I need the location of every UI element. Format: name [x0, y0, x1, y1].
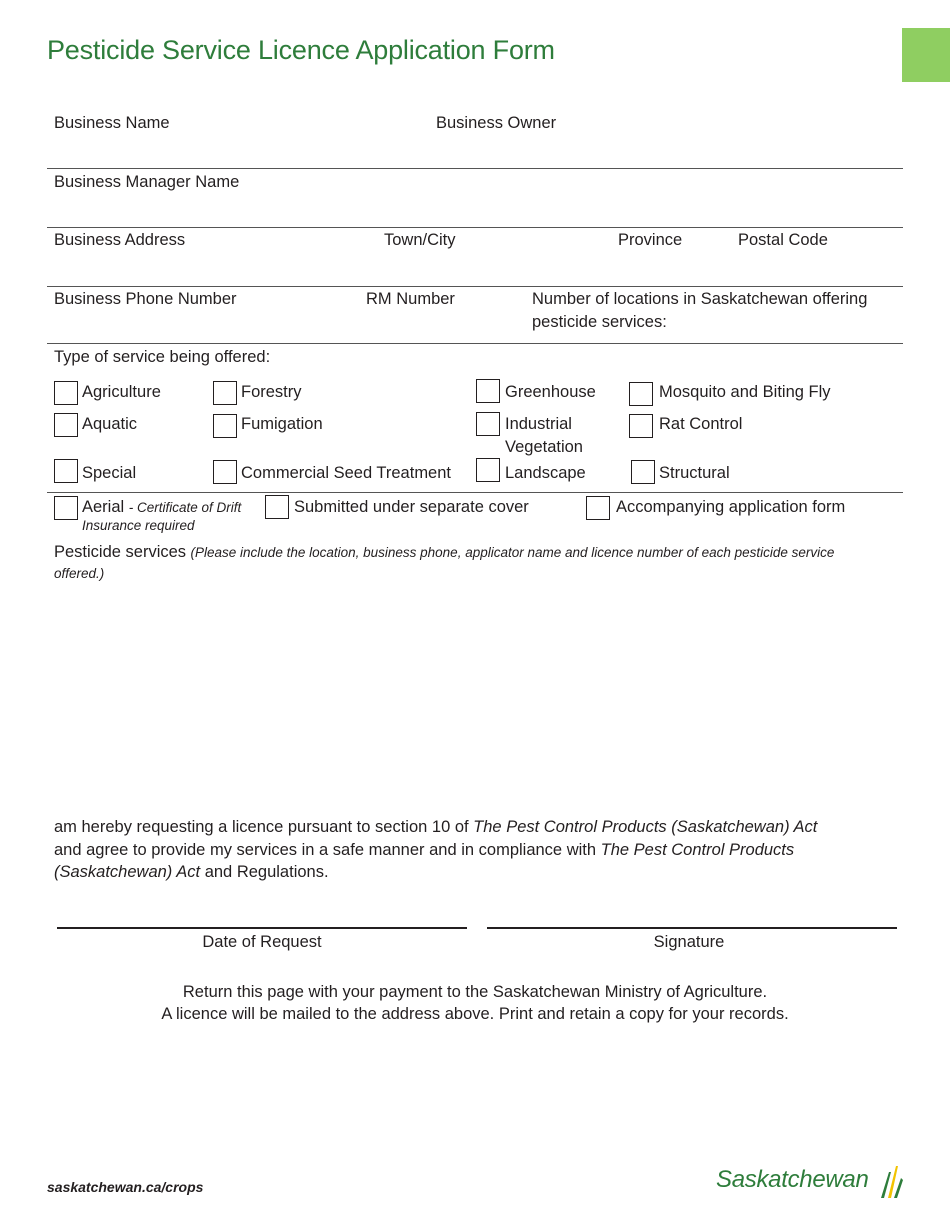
declaration-text-1: am hereby requesting a licence pursuant to section 10 of — [54, 818, 474, 836]
seed-treatment-label: Commercial Seed Treatment — [241, 464, 451, 482]
footer-url: saskatchewan.ca/crops — [47, 1179, 204, 1195]
accompanying-form-checkbox[interactable] — [586, 496, 610, 520]
instructions-line1: Return this page with your payment to the Saskatchewan Ministry of Agriculture. — [182, 983, 768, 1001]
aerial-label-text: Aerial — [82, 498, 125, 516]
pesticide-services-block — [54, 541, 874, 564]
divider — [47, 492, 903, 493]
mosquito-checkbox[interactable] — [629, 382, 653, 406]
landscape-label: Landscape — [505, 464, 586, 482]
agriculture-label: Agriculture — [82, 383, 161, 401]
submitted-separate-checkbox[interactable] — [265, 495, 289, 519]
business-owner-label: Business Owner — [436, 114, 557, 132]
aerial-checkbox[interactable] — [54, 496, 78, 520]
divider — [47, 227, 903, 228]
aquatic-checkbox[interactable] — [54, 413, 78, 437]
divider — [47, 286, 903, 287]
accompanying-form-label: Accompanying application form — [616, 498, 846, 516]
date-of-request-label: Date of Request — [202, 933, 322, 951]
divider — [47, 343, 903, 344]
decorative-green-tab — [902, 28, 950, 82]
act-title-2b: (Saskatchewan) Act — [54, 863, 201, 881]
date-of-request-line[interactable] — [57, 927, 467, 929]
aerial-note-line2: Insurance required — [82, 518, 195, 533]
special-label: Special — [82, 464, 137, 482]
locations-label-line1: Number of locations in Saskatchewan offering — [532, 290, 868, 308]
fumigation-label: Fumigation — [241, 415, 323, 433]
business-phone-label: Business Phone Number — [54, 290, 237, 308]
industrial-label-line2: Vegetation — [505, 438, 583, 456]
province-label: Province — [618, 231, 683, 249]
declaration-text-3: and Regulations. — [200, 863, 329, 881]
locations-label-line2: pesticide services: — [532, 313, 667, 331]
aerial-note-line1: - Certificate of Drift — [128, 500, 242, 515]
forestry-label: Forestry — [241, 383, 302, 401]
special-checkbox[interactable] — [54, 459, 78, 483]
act-title-1: The Pest Control Products (Saskatchewan) Act — [473, 818, 818, 836]
business-manager-label: Business Manager Name — [54, 173, 240, 191]
act-title-2a: The Pest Control Products — [600, 840, 795, 859]
rat-control-label: Rat Control — [659, 415, 743, 433]
pesticide-services-note-line2: offered.) — [54, 566, 105, 581]
town-city-label: Town/City — [384, 231, 456, 249]
signature-line[interactable] — [487, 927, 897, 929]
pesticide-services-entry-area[interactable] — [47, 590, 903, 800]
landscape-checkbox[interactable] — [476, 458, 500, 482]
structural-checkbox[interactable] — [631, 460, 655, 484]
rm-number-label: RM Number — [366, 290, 455, 308]
page-title: Pesticide Service Licence Application Form — [47, 35, 555, 65]
structural-label: Structural — [659, 464, 730, 482]
rat-control-checkbox[interactable] — [629, 414, 653, 438]
seed-treatment-checkbox[interactable] — [213, 460, 237, 484]
wheat-logo-icon — [879, 1162, 903, 1198]
pesticide-services-label: Pesticide services — [54, 543, 187, 561]
industrial-label-line1: Industrial — [505, 415, 572, 433]
instructions-line2: A licence will be mailed to the address above. Print and retain a copy for your records. — [161, 1005, 789, 1023]
business-name-label: Business Name — [54, 114, 170, 132]
saskatchewan-logo-text: Saskatchewan — [716, 1166, 869, 1193]
declaration-text-2: and agree to provide my services in a safe manner and in compliance with — [54, 840, 601, 859]
greenhouse-checkbox[interactable] — [476, 379, 500, 403]
greenhouse-label: Greenhouse — [505, 383, 596, 401]
postal-code-label: Postal Code — [738, 231, 828, 249]
declaration-paragraph — [54, 816, 874, 884]
fumigation-checkbox[interactable] — [213, 414, 237, 438]
agriculture-checkbox[interactable] — [54, 381, 78, 405]
forestry-checkbox[interactable] — [213, 381, 237, 405]
signature-label: Signature — [653, 933, 725, 951]
services-heading: Type of service being offered: — [54, 348, 271, 366]
mosquito-label: Mosquito and Biting Fly — [659, 383, 831, 401]
pesticide-services-note-line1: (Please include the location, business phone, applicator name and licence number of each pesticide service — [190, 545, 835, 560]
industrial-vegetation-checkbox[interactable] — [476, 412, 500, 436]
divider — [47, 168, 903, 169]
aerial-label — [82, 496, 241, 519]
submitted-separate-label: Submitted under separate cover — [294, 498, 529, 516]
aquatic-label: Aquatic — [82, 415, 138, 433]
business-address-label: Business Address — [54, 231, 186, 249]
